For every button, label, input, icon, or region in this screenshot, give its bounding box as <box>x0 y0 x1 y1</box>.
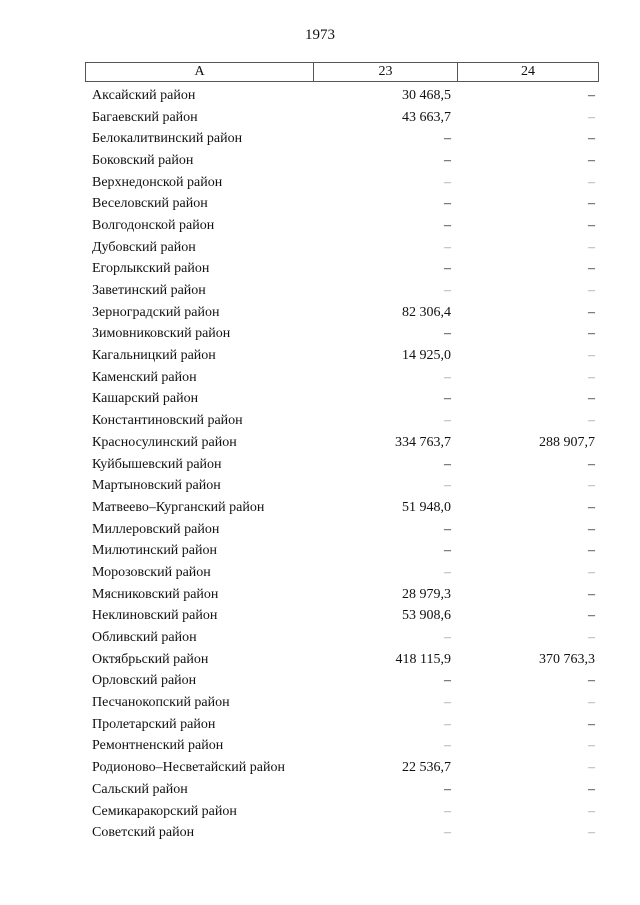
cell-col-23: – <box>444 391 451 407</box>
district-name: Мясниковский район <box>92 586 219 602</box>
cell-col-23: – <box>444 217 451 233</box>
district-name: Багаевский район <box>92 109 198 125</box>
table-row <box>85 85 599 107</box>
header-col-a: A <box>86 63 314 81</box>
cell-col-23: – <box>444 478 451 494</box>
cell-col-24: – <box>588 239 595 255</box>
cell-col-24: – <box>588 391 595 407</box>
cell-col-24: – <box>588 174 595 190</box>
cell-col-24: – <box>588 521 595 537</box>
cell-col-23: 22 536,7 <box>402 760 451 776</box>
cell-col-24: – <box>588 630 595 646</box>
table-row <box>85 172 599 194</box>
district-name: Ремонтненский район <box>92 738 224 754</box>
cell-col-23: – <box>444 456 451 472</box>
table-row <box>85 128 599 150</box>
cell-col-24: – <box>588 803 595 819</box>
district-name: Миллеровский район <box>92 521 220 537</box>
table-row <box>85 367 599 389</box>
table-row <box>85 822 599 844</box>
district-name: Песчанокопский район <box>92 695 230 711</box>
cell-col-23: – <box>444 825 451 841</box>
district-name: Заветинский район <box>92 283 206 299</box>
district-name: Морозовский район <box>92 564 211 580</box>
cell-col-24: – <box>588 131 595 147</box>
cell-col-23: – <box>444 716 451 732</box>
cell-col-23: 53 908,6 <box>402 608 451 624</box>
table-row <box>85 714 599 736</box>
cell-col-24: – <box>588 456 595 472</box>
cell-col-24: – <box>588 760 595 776</box>
cell-col-23: 418 115,9 <box>395 651 451 667</box>
cell-col-23: – <box>444 369 451 385</box>
table-row <box>85 736 599 758</box>
cell-col-23: – <box>444 131 451 147</box>
district-name: Каменский район <box>92 369 197 385</box>
table-row <box>85 193 599 215</box>
table-row <box>85 649 599 671</box>
table-row <box>85 779 599 801</box>
cell-col-23: – <box>444 196 451 212</box>
table-row <box>85 692 599 714</box>
district-name: Верхнедонской район <box>92 174 223 190</box>
cell-col-23: – <box>444 630 451 646</box>
district-name: Октябрьский район <box>92 651 209 667</box>
cell-col-24: – <box>588 304 595 320</box>
cell-col-24: – <box>588 413 595 429</box>
district-name: Дубовский район <box>92 239 196 255</box>
header-col-23: 23 <box>314 63 458 81</box>
table-row <box>85 280 599 302</box>
cell-col-24: – <box>588 87 595 103</box>
cell-col-23: – <box>444 781 451 797</box>
district-name: Сальский район <box>92 781 188 797</box>
cell-col-23: – <box>444 564 451 580</box>
cell-col-23: – <box>444 673 451 689</box>
district-name: Зимовниковский район <box>92 326 231 342</box>
table-row <box>85 801 599 823</box>
table-row <box>85 540 599 562</box>
district-name: Константиновский район <box>92 413 243 429</box>
table-row <box>85 475 599 497</box>
cell-col-23: 30 468,5 <box>402 87 451 103</box>
table-row <box>85 150 599 172</box>
cell-col-24: – <box>588 261 595 277</box>
district-name: Кашарский район <box>92 391 199 407</box>
cell-col-24: – <box>588 348 595 364</box>
page-number: 1973 <box>305 27 335 43</box>
cell-col-23: – <box>444 803 451 819</box>
cell-col-24: – <box>588 217 595 233</box>
district-name: Волгодонской район <box>92 217 215 233</box>
table-row <box>85 345 599 367</box>
cell-col-24: – <box>588 152 595 168</box>
cell-col-23: – <box>444 521 451 537</box>
table-header <box>85 62 599 82</box>
table-row <box>85 107 599 129</box>
cell-col-23: 28 979,3 <box>402 586 451 602</box>
table-row <box>85 454 599 476</box>
cell-col-24: – <box>588 543 595 559</box>
cell-col-23: – <box>444 261 451 277</box>
cell-col-24: – <box>588 499 595 515</box>
header-col-24: 24 <box>521 64 535 79</box>
table-row <box>85 237 599 259</box>
table-row <box>85 324 599 346</box>
table-row <box>85 671 599 693</box>
cell-col-24: – <box>588 369 595 385</box>
table-row <box>85 410 599 432</box>
district-name: Зерноградский район <box>92 304 220 320</box>
district-name: Орловский район <box>92 673 197 689</box>
cell-col-24: – <box>588 738 595 754</box>
table-row <box>85 584 599 606</box>
cell-col-23: – <box>444 152 451 168</box>
cell-col-23: – <box>444 326 451 342</box>
table-row <box>85 302 599 324</box>
cell-col-24: – <box>588 673 595 689</box>
cell-col-24: 370 763,3 <box>539 651 595 667</box>
district-name: Егорлыкский район <box>92 261 210 277</box>
cell-col-24: – <box>588 716 595 732</box>
cell-col-23: 334 763,7 <box>395 434 451 450</box>
district-name: Обливский район <box>92 630 197 646</box>
cell-col-23: – <box>444 239 451 255</box>
cell-col-23: 14 925,0 <box>402 348 451 364</box>
cell-col-23: – <box>444 695 451 711</box>
cell-col-24: – <box>588 695 595 711</box>
district-name: Белокалитвинский район <box>92 131 243 147</box>
cell-col-23: 82 306,4 <box>402 304 451 320</box>
district-name: Пролетарский район <box>92 716 216 732</box>
cell-col-24: – <box>588 781 595 797</box>
table-row <box>85 757 599 779</box>
district-name: Кагальницкий район <box>92 348 216 364</box>
table-row <box>85 432 599 454</box>
cell-col-24: – <box>588 825 595 841</box>
cell-col-24: – <box>588 586 595 602</box>
cell-col-24: – <box>588 608 595 624</box>
district-name: Семикаракорский район <box>92 803 237 819</box>
table-row <box>85 606 599 628</box>
cell-col-23: 43 663,7 <box>402 109 451 125</box>
cell-col-24: – <box>588 283 595 299</box>
district-name: Родионово–Несветайский район <box>92 760 285 776</box>
table-row <box>85 497 599 519</box>
table-row <box>85 215 599 237</box>
cell-col-23: – <box>444 413 451 429</box>
district-name: Мартыновский район <box>92 478 221 494</box>
district-name: Веселовский район <box>92 196 208 212</box>
cell-col-24: – <box>588 326 595 342</box>
district-name: Куйбышевский район <box>92 456 222 472</box>
district-name: Неклиновский район <box>92 608 218 624</box>
district-name: Милютинский район <box>92 543 218 559</box>
district-name: Советский район <box>92 825 195 841</box>
cell-col-23: – <box>444 543 451 559</box>
cell-col-24: – <box>588 196 595 212</box>
cell-col-23: 51 948,0 <box>402 499 451 515</box>
district-name: Аксайский район <box>92 87 196 103</box>
table-row <box>85 562 599 584</box>
cell-col-24: 288 907,7 <box>539 434 595 450</box>
cell-col-23: – <box>444 174 451 190</box>
district-name: Матвеево–Курганский район <box>92 499 265 515</box>
table-row <box>85 627 599 649</box>
district-name: Боковский район <box>92 152 194 168</box>
table-row <box>85 259 599 281</box>
cell-col-23: – <box>444 283 451 299</box>
cell-col-24: – <box>588 109 595 125</box>
cell-col-23: – <box>444 738 451 754</box>
cell-col-24: – <box>588 564 595 580</box>
table-body <box>85 85 599 844</box>
table-row <box>85 519 599 541</box>
cell-col-24: – <box>588 478 595 494</box>
table-row <box>85 389 599 411</box>
district-name: Красносулинский район <box>92 434 237 450</box>
